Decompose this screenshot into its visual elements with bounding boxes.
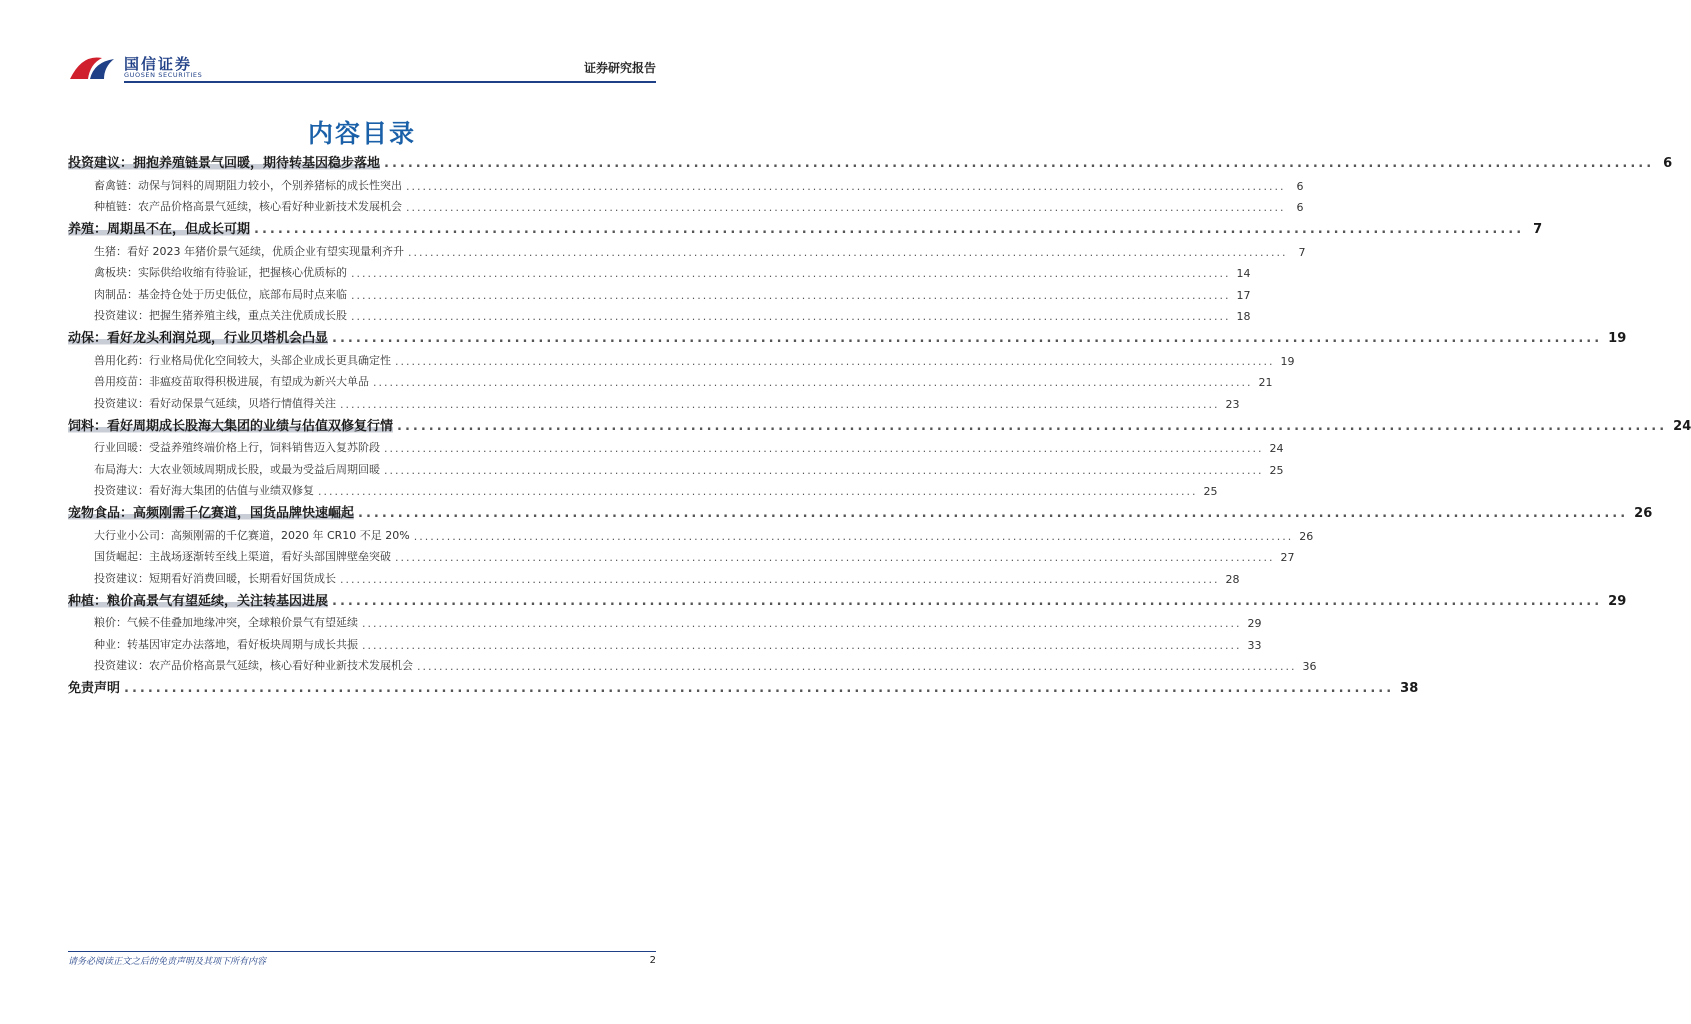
toc-entry-title: 种植：粮价高景气有望延续，关注转基因进展 bbox=[68, 590, 328, 609]
toc-dot-leader: ................................................................................................................................................................ bbox=[413, 529, 1294, 543]
toc-page-number: 38 bbox=[1400, 681, 1419, 696]
toc-page-number: 27 bbox=[1280, 551, 1295, 564]
toc-entry-title: 投资建议：把握生猪养殖主线，重点关注优质成长股 bbox=[94, 309, 347, 322]
toc-entry-title: 行业回暖：受益养殖终端价格上行，饲料销售迈入复苏阶段 bbox=[94, 441, 380, 454]
toc-dot-leader: ................................................................................................................................................................ bbox=[395, 354, 1275, 368]
page-header bbox=[68, 50, 656, 84]
toc-dot-leader: ................................................................................................................................................................ bbox=[351, 288, 1231, 302]
toc-dot-leader: ................................................................................................................................................................ bbox=[395, 551, 1275, 564]
toc-subsection-entry[interactable] bbox=[68, 543, 1295, 565]
toc-page-number: 21 bbox=[1258, 376, 1273, 389]
toc-page-number: 19 bbox=[1608, 331, 1627, 346]
toc-subsection-entry[interactable] bbox=[68, 521, 1314, 543]
toc-page-number: 18 bbox=[1236, 310, 1251, 323]
toc-page-number: 24 bbox=[1673, 418, 1691, 434]
toc-page-number: 6 bbox=[1296, 201, 1304, 214]
toc-page-number: 25 bbox=[1203, 485, 1218, 498]
footer-divider bbox=[68, 951, 656, 952]
toc-subsection-entry[interactable] bbox=[68, 171, 1304, 193]
toc-dot-leader: ................................................................................................................................................................ bbox=[340, 572, 1220, 586]
toc-subsection-entry[interactable] bbox=[68, 564, 1240, 586]
toc-entry-title: 肉制品：基金持仓处于历史低位，底部布局时点来临 bbox=[94, 287, 347, 301]
toc-dot-leader: ................................................................................................................................................................ bbox=[351, 310, 1231, 323]
toc-subsection-entry[interactable] bbox=[68, 193, 1304, 215]
toc-dot-leader: ................................................................................................................................................................ bbox=[332, 593, 1603, 609]
toc-section-entry[interactable] bbox=[68, 148, 1673, 171]
toc-page-number: 23 bbox=[1225, 397, 1240, 411]
toc-section-entry[interactable] bbox=[68, 214, 1543, 237]
toc-page-number: 26 bbox=[1299, 529, 1314, 543]
toc-page-number: 29 bbox=[1608, 593, 1627, 609]
report-type-label: 证券研究报告 bbox=[583, 61, 656, 75]
footer-disclaimer-note: 请务必阅读正文之后的免责声明及其项下所有内容 bbox=[68, 957, 267, 967]
toc-subsection-entry[interactable] bbox=[68, 630, 1262, 652]
toc-entry-title: 国货崛起：主战场逐渐转至线上渠道，看好头部国牌壁垒突破 bbox=[94, 550, 391, 563]
toc-section-entry[interactable] bbox=[68, 411, 1691, 434]
toc-dot-leader: ................................................................................................................................................................ bbox=[408, 245, 1288, 259]
toc-subsection-entry[interactable] bbox=[68, 346, 1295, 368]
toc-subsection-entry[interactable] bbox=[68, 477, 1218, 499]
toc-entry-title: 养殖：周期虽不在，但成长可期 bbox=[68, 218, 250, 237]
toc-dot-leader: ................................................................................................................................................................ bbox=[384, 463, 1264, 477]
table-of-contents bbox=[68, 148, 1691, 696]
toc-entry-title: 种植链：农产品价格高景气延续，核心看好种业新技术发展机会 bbox=[94, 200, 402, 213]
toc-dot-leader: ................................................................................................................................................................ bbox=[384, 442, 1264, 455]
toc-dot-leader: ................................................................................................................................................................ bbox=[362, 617, 1242, 630]
toc-entry-title: 兽用化药：行业格局优化空间较大，头部企业成长更具确定性 bbox=[94, 353, 391, 367]
toc-subsection-entry[interactable] bbox=[68, 652, 1317, 674]
toc-dot-leader: ................................................................................................................................................................ bbox=[384, 156, 1655, 171]
toc-dot-leader: ................................................................................................................................................................ bbox=[124, 681, 1395, 696]
toc-page-number: 7 bbox=[1298, 245, 1306, 259]
toc-section-entry[interactable] bbox=[68, 498, 1653, 521]
toc-subsection-entry[interactable] bbox=[68, 237, 1306, 259]
toc-entry-title: 免责声明 bbox=[68, 681, 121, 696]
logo-cn-text: 国信证券 bbox=[124, 55, 193, 73]
toc-dot-leader: ................................................................................................................................................................ bbox=[406, 179, 1286, 193]
toc-page-number: 25 bbox=[1269, 463, 1284, 477]
logo-en-text: GUOSEN SECURITIES bbox=[124, 71, 203, 79]
toc-entry-title: 宠物食品：高频刚需千亿赛道，国货品牌快速崛起 bbox=[68, 502, 354, 521]
toc-page-number: 14 bbox=[1236, 267, 1251, 280]
toc-entry-title: 动保：看好龙头利润兑现，行业贝塔机会凸显 bbox=[68, 327, 328, 346]
toc-dot-leader: ................................................................................................................................................................ bbox=[417, 660, 1297, 673]
toc-dot-leader: ................................................................................................................................................................ bbox=[340, 397, 1220, 411]
toc-subsection-entry[interactable] bbox=[68, 434, 1284, 456]
toc-page-number: 29 bbox=[1247, 617, 1262, 630]
toc-page-number: 19 bbox=[1280, 354, 1295, 368]
toc-page-number: 17 bbox=[1236, 288, 1251, 302]
toc-dot-leader: ................................................................................................................................................................ bbox=[358, 506, 1629, 521]
toc-entry-title: 粮价：气候不佳叠加地缘冲突，全球粮价景气有望延续 bbox=[94, 616, 358, 629]
toc-entry-title: 投资建议：短期看好消费回暖，长期看好国货成长 bbox=[94, 571, 336, 585]
toc-section-entry[interactable] bbox=[68, 586, 1627, 609]
toc-section-entry[interactable] bbox=[68, 673, 1419, 696]
toc-page-number: 26 bbox=[1634, 506, 1653, 521]
toc-subsection-entry[interactable] bbox=[68, 259, 1251, 281]
toc-entry-title: 种业：转基因审定办法落地，看好板块周期与成长共振 bbox=[94, 637, 358, 651]
toc-entry-title: 兽用疫苗：非瘟疫苗取得积极进展，有望成为新兴大单品 bbox=[94, 375, 369, 388]
toc-subsection-entry[interactable] bbox=[68, 455, 1284, 477]
toc-entry-title: 布局海大：大农业领域周期成长股，或最为受益后周期回暖 bbox=[94, 462, 380, 476]
toc-entry-title: 生猪：看好 2023 年猪价景气延续，优质企业有望实现量利齐升 bbox=[94, 244, 404, 258]
toc-subsection-entry[interactable] bbox=[68, 609, 1262, 631]
toc-entry-title: 大行业小公司：高频刚需的千亿赛道，2020 年 CR10 不足 20% bbox=[94, 528, 410, 542]
toc-subsection-entry[interactable] bbox=[68, 280, 1251, 302]
toc-subsection-entry[interactable] bbox=[68, 389, 1240, 411]
toc-entry-title: 畜禽链：动保与饲料的周期阻力较小，个别养猪标的成长性突出 bbox=[94, 178, 402, 192]
toc-page-number: 24 bbox=[1269, 442, 1284, 455]
header-divider bbox=[124, 81, 656, 83]
toc-dot-leader: ................................................................................................................................................................ bbox=[397, 418, 1668, 434]
toc-entry-title: 投资建议：拥抱养殖链景气回暖，期待转基因稳步落地 bbox=[68, 152, 380, 171]
toc-dot-leader: ................................................................................................................................................................ bbox=[332, 331, 1603, 346]
toc-subsection-entry[interactable] bbox=[68, 302, 1251, 324]
toc-dot-leader: ................................................................................................................................................................ bbox=[406, 201, 1286, 214]
toc-entry-title: 投资建议：看好海大集团的估值与业绩双修复 bbox=[94, 484, 314, 497]
toc-dot-leader: ................................................................................................................................................................ bbox=[254, 222, 1525, 237]
toc-page-number: 6 bbox=[1296, 179, 1304, 193]
toc-page-number: 36 bbox=[1302, 660, 1317, 673]
toc-dot-leader: ................................................................................................................................................................ bbox=[373, 376, 1253, 389]
toc-dot-leader: ................................................................................................................................................................ bbox=[318, 485, 1198, 498]
toc-dot-leader: ................................................................................................................................................................ bbox=[362, 638, 1242, 652]
toc-page-number: 28 bbox=[1225, 572, 1240, 586]
toc-entry-title: 饲料：看好周期成长股海大集团的业绩与估值双修复行情 bbox=[68, 415, 393, 434]
toc-entry-title: 禽板块：实际供给收缩有待验证，把握核心优质标的 bbox=[94, 266, 347, 279]
toc-dot-leader: ................................................................................................................................................................ bbox=[351, 267, 1231, 280]
toc-page-number: 33 bbox=[1247, 638, 1262, 652]
toc-subsection-entry[interactable] bbox=[68, 368, 1273, 390]
toc-page-number: 6 bbox=[1663, 156, 1673, 171]
toc-entry-title: 投资建议：农产品价格高景气延续，核心看好种业新技术发展机会 bbox=[94, 659, 413, 672]
page-title: 内容目录 bbox=[307, 119, 416, 148]
toc-entry-title: 投资建议：看好动保景气延续，贝塔行情值得关注 bbox=[94, 396, 336, 410]
guosen-logo-icon bbox=[68, 52, 118, 82]
toc-section-entry[interactable] bbox=[68, 323, 1627, 346]
page-number: 2 bbox=[649, 955, 656, 966]
toc-page-number: 7 bbox=[1533, 222, 1543, 237]
